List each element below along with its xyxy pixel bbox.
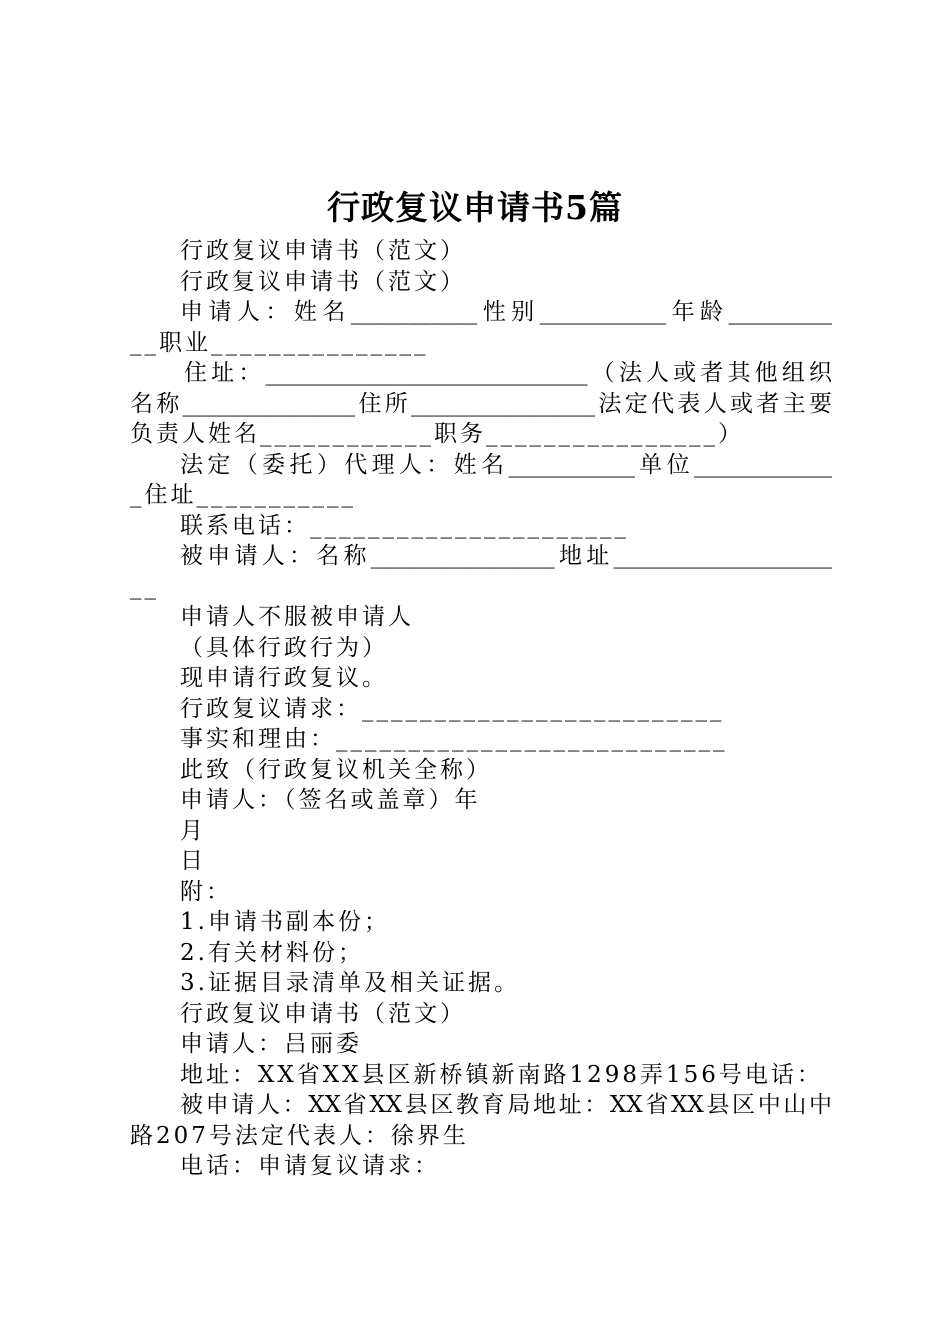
text-line: 事实和理由：___________________________ bbox=[180, 726, 728, 752]
document-title: 行政复议申请书5篇 bbox=[327, 188, 623, 227]
text-line: 被申请人：XX省XX县区教育局地址：XX省XX县区中山中 bbox=[180, 1092, 832, 1118]
text-line: 地址：XX省XX县区新桥镇新南路1298弄156号电话： bbox=[180, 1061, 823, 1088]
text-line: 日 bbox=[180, 848, 206, 874]
text-line: 申请人：姓名___________性别___________年龄_________ bbox=[180, 299, 832, 325]
text-line: __职业_______________ bbox=[130, 329, 429, 356]
text-line: 路207号法定代表人：徐界生 bbox=[130, 1122, 469, 1149]
text-line: 申请人：吕丽委 bbox=[180, 1031, 362, 1057]
text-line: 行政复议申请书（范文） bbox=[180, 268, 466, 295]
text-line: 负责人姓名____________职务________________） bbox=[130, 421, 744, 447]
text-line: 住址：____________________________（法人或者其他组织 bbox=[184, 360, 832, 386]
text-line: _住址___________ bbox=[130, 482, 356, 508]
text-line: 行政复议申请书（范文） bbox=[180, 238, 466, 264]
text-line: （具体行政行为） bbox=[180, 634, 388, 661]
text-line: 申请人不服被申请人 bbox=[180, 604, 414, 630]
text-line: 电话：申请复议请求： bbox=[180, 1153, 440, 1179]
text-line: __ bbox=[130, 573, 159, 600]
text-line: 月 bbox=[180, 817, 206, 844]
text-line: 1.申请书副本份； bbox=[180, 909, 390, 935]
text-line: 行政复议请求：_________________________ bbox=[180, 695, 725, 722]
text-line: 申请人：（签名或盖章）年 bbox=[180, 787, 481, 813]
text-line: 联系电话：______________________ bbox=[180, 512, 629, 539]
text-line: 此致（行政复议机关全称） bbox=[180, 756, 492, 783]
text-line: 法定（委托）代理人：姓名___________单位____________ bbox=[180, 451, 832, 478]
text-line: 现申请行政复议。 bbox=[180, 665, 388, 691]
text-line: 2.有关材料份； bbox=[180, 939, 364, 966]
text-line: 被申请人：名称________________地址___________________ bbox=[180, 543, 832, 569]
text-line: 名称_______________住所________________法定代表人或者主要 bbox=[130, 390, 832, 417]
text-line: 3.证据目录清单及相关证据。 bbox=[180, 970, 520, 996]
text-line: 行政复议申请书（范文） bbox=[180, 1000, 466, 1027]
document-body bbox=[130, 236, 832, 1182]
text-line: 附： bbox=[180, 878, 232, 905]
